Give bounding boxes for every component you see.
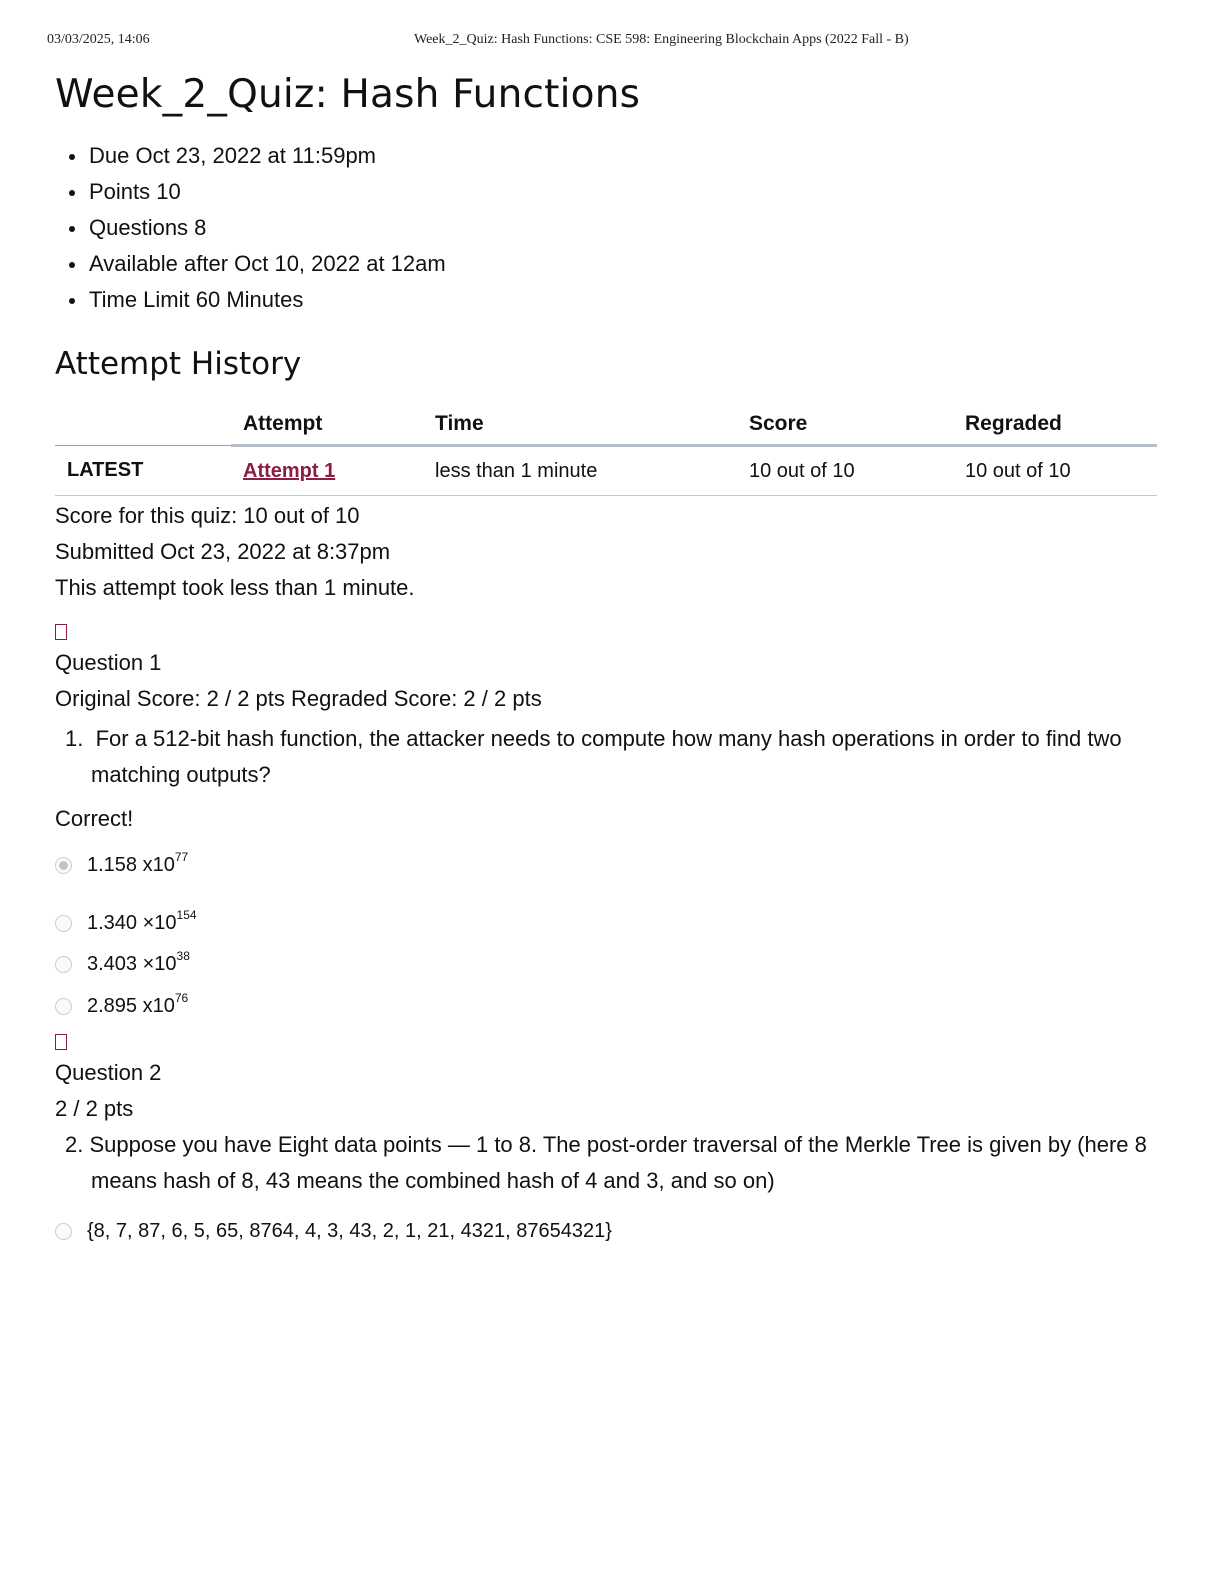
attempt-summary [55, 498, 1157, 606]
question-1-text [55, 721, 1157, 793]
column-header-score: Score [737, 404, 953, 446]
attempt-history-heading: Attempt History [55, 346, 302, 382]
question-2-title: Question 2 [55, 1060, 162, 1085]
radio-selected[interactable] [55, 857, 72, 874]
points: Points 10 [69, 174, 1157, 210]
column-header-blank [55, 404, 231, 446]
question-1-text-list [55, 721, 1157, 793]
quiz-meta-list [55, 138, 1157, 318]
answer-option [55, 992, 1157, 1022]
table-row [55, 446, 1157, 496]
question-2-text-list [55, 1127, 1157, 1199]
quiz-title: Week_2_Quiz: Hash Functions [55, 72, 641, 117]
question-1 [55, 606, 1157, 1022]
answer-text [87, 850, 189, 877]
answer-base: 3.403 ×10 [87, 953, 177, 975]
attempt-1-link[interactable]: Attempt 1 [243, 459, 336, 482]
radio-button[interactable] [55, 1223, 72, 1240]
radio-button[interactable] [55, 956, 72, 973]
print-page-title: Week_2_Quiz: Hash Functions: CSE 598: Engineering Blockchain Apps (2022 Fall - B) [414, 32, 909, 47]
question-count: Questions 8 [69, 210, 1157, 246]
latest-tag: LATEST [55, 446, 231, 496]
question-2-score: 2 / 2 pts [55, 1096, 134, 1121]
time-cell: less than 1 minute [423, 446, 737, 496]
answer-base: 2.895 x10 [87, 995, 175, 1017]
attempt-duration: This attempt took less than 1 minute. [55, 575, 415, 600]
question-2-number: 2. [65, 1132, 84, 1157]
available-after: Available after Oct 10, 2022 at 12am [69, 246, 1157, 282]
column-header-attempt: Attempt [231, 404, 423, 446]
radio-button[interactable] [55, 998, 72, 1015]
quiz-score: Score for this quiz: 10 out of 10 [55, 503, 360, 528]
flag-icon[interactable] [55, 624, 67, 640]
correct-label: Correct! [55, 806, 134, 831]
answer-text [87, 908, 197, 935]
answer-exponent: 77 [174, 850, 189, 864]
time-limit: Time Limit 60 Minutes [69, 282, 1157, 318]
question-1-score: Original Score: 2 / 2 pts Regraded Score: 2 / 2 pts [55, 686, 542, 711]
answer-text [87, 991, 189, 1018]
print-datetime: 03/03/2025, 14:06 [47, 32, 150, 47]
flag-icon[interactable] [55, 1034, 67, 1050]
question-1-title: Question 1 [55, 650, 162, 675]
question-2-prompt: Suppose you have Eight data points — 1 to 8. The post-order traversal of the Merkle Tree is given by (here 8 means hash of 8, 43 means the combined hash of 4 and 3, and so on) [89, 1132, 1147, 1193]
attempt-history-table [55, 404, 1157, 496]
answer-exponent: 38 [176, 949, 190, 963]
answer-base: 1.340 ×10 [87, 912, 177, 934]
column-header-regraded: Regraded [953, 404, 1157, 446]
question-1-number: 1. [65, 726, 84, 751]
due-date: Due Oct 23, 2022 at 11:59pm [69, 138, 1157, 174]
answer-exponent: 154 [176, 908, 197, 922]
answer-option [55, 1217, 1157, 1247]
radio-button[interactable] [55, 915, 72, 932]
answer-exponent: 76 [174, 991, 189, 1005]
question-2-text [55, 1127, 1157, 1199]
question-2 [55, 1022, 1157, 1247]
answer-base: 1.158 x10 [87, 854, 175, 876]
attempt-cell [231, 446, 423, 496]
question-1-prompt: For a 512-bit hash function, the attacker needs to compute how many hash operations in order to find two matching outputs? [91, 726, 1122, 787]
regraded-cell: 10 out of 10 [953, 446, 1157, 496]
answer-option [55, 950, 1157, 980]
answer-text [87, 949, 190, 976]
print-header [47, 32, 1177, 52]
submitted-time: Submitted Oct 23, 2022 at 8:37pm [55, 539, 391, 564]
answer-option [55, 909, 1157, 939]
column-header-time: Time [423, 404, 737, 446]
quiz-page [55, 64, 1157, 1247]
answer-text: {8, 7, 87, 6, 5, 65, 8764, 4, 3, 43, 2, 1, 21, 4321, 87654321} [87, 1220, 612, 1242]
score-cell: 10 out of 10 [737, 446, 953, 496]
answer-option [55, 851, 1157, 881]
